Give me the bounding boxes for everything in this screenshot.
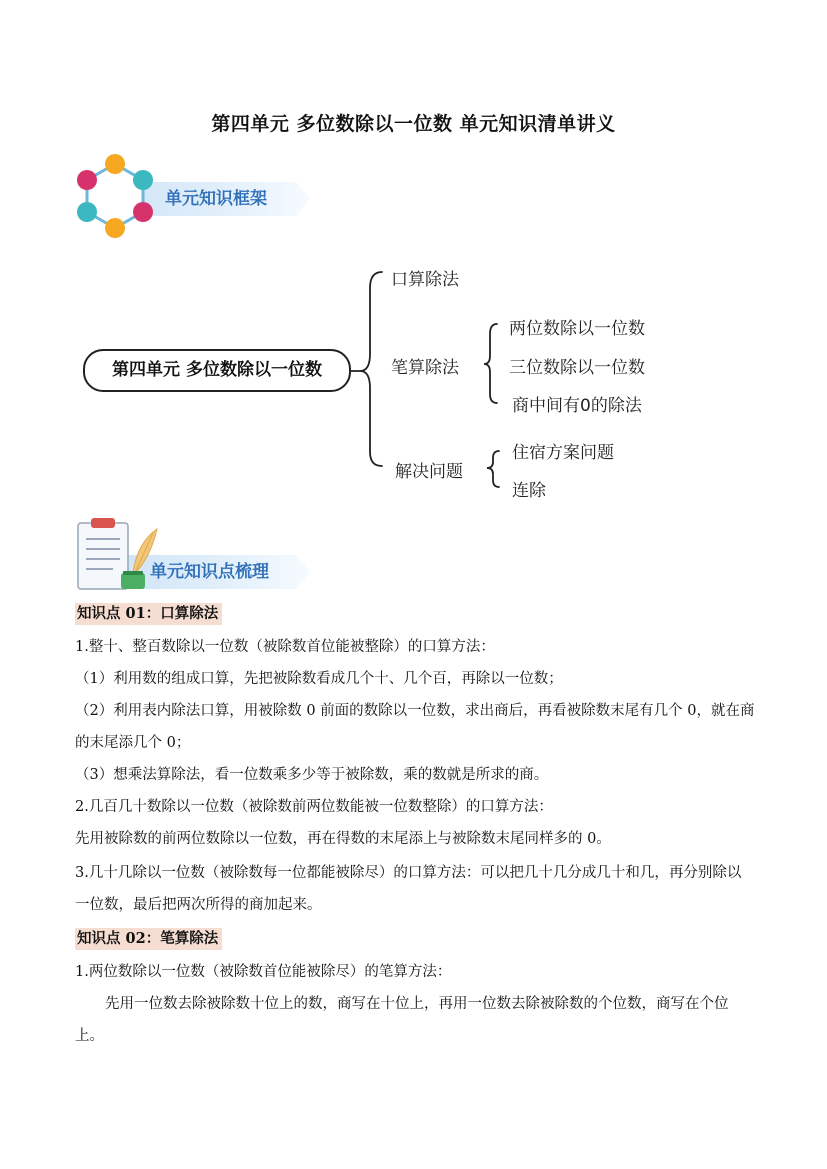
branch-oral-division: 口算除法 [391,270,459,290]
clipboard-quill-icon [75,515,165,595]
kp01-paragraph-7: 3.几十几除以一位数（被除数每一位都能被除尽）的口算方法：可以把几十几分成几十和几，再分别除以一位数，最后把两次所得的商加起来。 [75,865,742,913]
knowledge-point-01-heading: 知识点 01：口算除法 [75,603,222,625]
framework-banner-label: 单元知识框架 [165,189,267,209]
kp02-paragraph-2: 先用一位数去除被除数十位上的数，商写在十位上，再用一位数去除被除数的个位数，商写在个位上。 [75,996,729,1044]
kp01-paragraph-3: （2）利用表内除法口算，用被除数 0 前面的数除以一位数，求出商后，再看被除数末尾有几个 0，就在商的末尾添几个 0； [75,703,755,751]
leaf-two-digit: 两位数除以一位数 [509,319,645,339]
kp01-paragraph-5: 2.几百几十数除以一位数（被除数前两位数能被一位数整除）的口算方法： [75,799,553,815]
page-title: 第四单元 多位数除以一位数 单元知识清单讲义 [211,113,616,135]
knowledge-tree [0,0,827,510]
points-banner [75,515,315,595]
leaf-three-digit: 三位数除以一位数 [509,358,645,378]
leaf-consecutive-division: 连除 [512,481,546,501]
leaf-lodging-plan: 住宿方案问题 [512,443,614,463]
tree-braces [0,0,827,510]
knowledge-point-02-heading: 知识点 02：笔算除法 [75,928,222,950]
leaf-zero-in-quotient: 商中间有0的除法 [512,396,642,416]
kp02-paragraph-1: 1.两位数除以一位数（被除数首位能被除尽）的笔算方法： [75,964,452,980]
tree-root-node: 第四单元 多位数除以一位数 [83,349,351,392]
branch-problem-solving: 解决问题 [395,462,463,482]
kp01-paragraph-1: 1.整十、整百数除以一位数（被除数首位能被整除）的口算方法： [75,639,495,655]
branch-written-division: 笔算除法 [391,358,459,378]
kp01-paragraph-6: 先用被除数的前两位数除以一位数，再在得数的末尾添上与被除数末尾同样多的 0。 [75,831,611,847]
kp01-paragraph-4: （3）想乘法算除法，看一位数乘多少等于被除数，乘的数就是所求的商。 [75,767,549,783]
points-banner-label: 单元知识点梳理 [150,562,269,582]
kp01-paragraph-2: （1）利用数的组成口算，先把被除数看成几个十、几个百，再除以一位数； [75,671,563,687]
